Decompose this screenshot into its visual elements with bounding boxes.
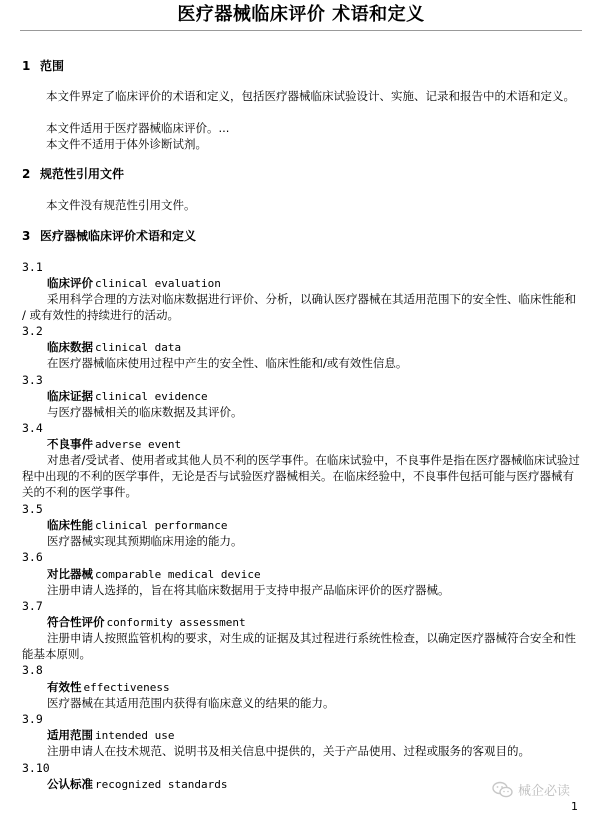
term-definition: 医疗器械实现其预期临床用途的能力。 (47, 534, 243, 548)
term-chinese: 适用范围 (47, 728, 93, 742)
term-number: 3.9 (22, 712, 43, 726)
scope-paragraph-3: 本文件不适用于体外诊断试剂。 (46, 137, 207, 151)
section-number: 1 (22, 59, 31, 73)
section-title: 范围 (40, 59, 65, 73)
term-number: 3.1 (22, 260, 43, 274)
section-number: 3 (22, 229, 31, 243)
scope-paragraph-1: 本文件界定了临床评价的术语和定义，包括医疗器械临床试验设计、实施、记录和报告中的术语和定义。 (46, 89, 575, 103)
term-chinese: 临床性能 (47, 518, 93, 532)
section-title: 医疗器械临床评价术语和定义 (40, 229, 197, 243)
term-number: 3.3 (22, 373, 43, 387)
term-definition: 与医疗器械相关的临床数据及其评价。 (47, 405, 243, 419)
term-number: 3.5 (22, 502, 43, 516)
term-number: 3.2 (22, 324, 43, 338)
watermark (492, 780, 570, 799)
term-number: 3.4 (22, 421, 43, 435)
section-title: 规范性引用文件 (40, 167, 125, 181)
term-english: clinical performance (95, 519, 228, 532)
term-chinese: 符合性评价 (47, 615, 105, 629)
term-title (47, 614, 246, 631)
term-title (47, 275, 221, 292)
section-heading-normative-references (22, 166, 124, 182)
term-chinese: 有效性 (47, 680, 82, 694)
term-number: 3.10 (22, 761, 50, 775)
term-title (47, 679, 170, 696)
term-chinese: 临床评价 (47, 276, 93, 290)
term-number: 3.6 (22, 550, 43, 564)
term-english: effectiveness (83, 681, 170, 694)
term-number: 3.8 (22, 663, 43, 677)
term-title (47, 566, 261, 583)
wechat-icon (492, 781, 514, 799)
term-title (47, 436, 181, 453)
title-divider (20, 30, 582, 31)
term-chinese: 不良事件 (47, 437, 93, 451)
term-definition: 注册申请人在技术规范、说明书及相关信息中提供的，关于产品使用、过程或服务的客观目的。 (47, 744, 530, 758)
term-english: intended use (95, 729, 175, 742)
term-title (47, 339, 181, 356)
term-definition: 在医疗器械临床使用过程中产生的安全性、临床性能和/或有效性信息。 (47, 356, 408, 370)
term-chinese: 公认标准 (47, 777, 93, 791)
term-english: adverse event (95, 438, 182, 451)
term-english: conformity assessment (106, 616, 246, 629)
scope-paragraph-2: 本文件适用于医疗器械临床评价。... (46, 121, 230, 135)
term-definition: 医疗器械在其适用范围内获得有临床意义的结果的能力。 (47, 696, 335, 710)
term-english: clinical data (95, 341, 182, 354)
term-chinese: 临床数据 (47, 340, 93, 354)
references-paragraph: 本文件没有规范性引用文件。 (46, 198, 196, 212)
section-number: 2 (22, 167, 31, 181)
term-title (47, 776, 227, 793)
term-english: recognized standards (95, 778, 228, 791)
watermark-text: 械企必读 (518, 784, 571, 799)
term-definition: 注册申请人选择的，旨在将其临床数据用于支持申报产品临床评价的医疗器械。 (47, 583, 450, 597)
term-english: clinical evidence (95, 390, 208, 403)
page-number: 1 (571, 800, 578, 813)
term-definition: 采用科学合理的方法对临床数据进行评价、分析，以确认医疗器械在其适用范围下的安全性、临床性能和 / 或有效性的持续进行的活动。 (22, 292, 576, 322)
term-number: 3.7 (22, 599, 43, 613)
term-definition: 注册申请人按照监管机构的要求，对生成的证据及其过程进行系统性检查，以确定医疗器械符合安全和性能基本原则。 (22, 631, 576, 661)
term-english: clinical evaluation (95, 277, 221, 290)
term-title (47, 388, 208, 405)
section-heading-terms (22, 228, 196, 244)
term-title (47, 727, 174, 744)
term-english: comparable medical device (95, 568, 261, 581)
section-heading-scope (22, 58, 64, 74)
document-title: 医疗器械临床评价 术语和定义 (177, 4, 425, 25)
term-chinese: 临床证据 (47, 389, 93, 403)
term-title (47, 517, 227, 534)
term-definition: 对患者/受试者、使用者或其他人员不利的医学事件。在临床试验中，不良事件是指在医疗器械临床试验过程中出现的不利的医学事件，无论是否与试验医疗器械相关。在临床经验中，不良事件包括可能与医疗器械有关的不利的医学事件。 (22, 453, 580, 499)
term-chinese: 对比器械 (47, 567, 93, 581)
